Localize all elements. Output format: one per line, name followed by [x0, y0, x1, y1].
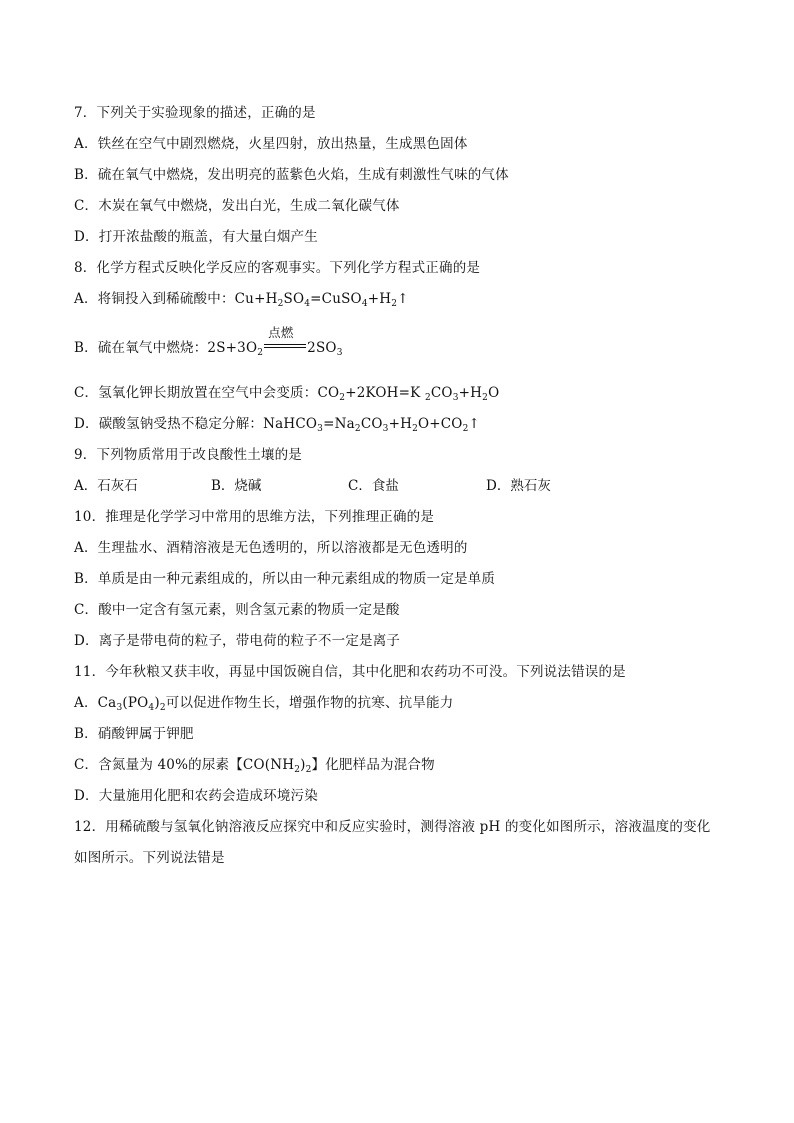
q8-option-c-equation: $CO_2+2KOH=K$ $_2CO_3+H_2O$ [317, 385, 500, 403]
q11-option-b: B．硝酸钾属于钾肥 [74, 726, 194, 742]
q8-option-d-text: D．碳酸氢钠受热不稳定分解： [74, 416, 264, 432]
q8-stem: 8．化学方程式反映化学反应的客观事实。下列化学方程式正确的是 [74, 260, 481, 276]
q8-option-d-equation: $NaHCO_3=Na_2CO_3+H_2O+CO_2↑$ [263, 416, 481, 434]
q8-option-a [74, 290, 409, 308]
q9-stem: 9．下列物质常用于改良酸性土壤的是 [74, 447, 302, 463]
q10-option-a: A．生理盐水、酒精溶液是无色透明的，所以溶液都是无色透明的 [74, 540, 468, 556]
q10-option-c: C．酸中一定含有氢元素，则含氢元素的物质一定是酸 [74, 602, 400, 618]
q8-option-b [74, 325, 343, 358]
q11-option-a-text: 可以促进作物生长，增强作物的抗寒、抗旱能力 [165, 695, 454, 711]
q7-option-b: B．硫在氧气中燃烧，发出明亮的蓝紫色火焰，生成有刺激性气味的气体 [74, 167, 509, 183]
q11-option-a [74, 694, 453, 712]
q10-stem: 10．推理是化学学习中常用的思维方法，下列推理正确的是 [74, 509, 435, 525]
q12-stem-line1: 12．用稀硫酸与氢氧化钠溶液反应探究中和反应实验时，测得溶液 pH 的变化如图所示，溶液温度的变化 [74, 819, 711, 835]
q8-option-a-equation: $Cu+H_2SO_4=CuSO_4+H_2↑$ [234, 291, 409, 309]
q8-option-b-text: B．硫在氧气中燃烧： [74, 340, 208, 356]
q8-option-c-text: C．氢氧化钾长期放置在空气中会变质： [74, 385, 318, 401]
q11-option-d: D．大量施用化肥和农药会造成环境污染 [74, 788, 318, 804]
q12-stem-line2: 如图所示。下列说法错是 [74, 850, 225, 866]
q8-option-c [74, 384, 499, 402]
q7-option-c: C．木炭在氧气中燃烧，发出白光，生成二氧化碳气体 [74, 198, 400, 214]
q11-option-c: C．含氮量为 40%的尿素【$CO(NH_2)_2$】化肥样品为混合物 [74, 757, 435, 775]
q7-option-a: A．铁丝在空气中剧烈燃烧，火星四射，放出热量，生成黑色固体 [74, 136, 468, 152]
reaction-condition-label: 点燃 [268, 325, 294, 340]
q10-option-b: B．单质是由一种元素组成的，所以由一种元素组成的物质一定是单质 [74, 571, 496, 587]
q9-option-a: A．石灰石 [74, 478, 138, 494]
q9-option-d: D．熟石灰 [486, 478, 551, 494]
reaction-condition [264, 325, 306, 357]
q7-stem: 7．下列关于实验现象的描述，正确的是 [74, 105, 316, 121]
q9-options [74, 477, 714, 495]
q9-option-b: B．烧碱 [211, 478, 262, 494]
q10-option-d: D．离子是带电荷的粒子，带电荷的粒子不一定是离子 [74, 633, 401, 649]
q8-option-b-equation: $2S+3O_2$ 点燃 $2SO_3$ [207, 325, 343, 358]
q9-option-c: C．食盐 [348, 478, 399, 494]
q8-option-a-text: A．将铜投入到稀硫酸中： [74, 291, 235, 307]
q8-option-d [74, 415, 480, 433]
q11-stem: 11．今年秋粮又获丰收，再显中国饭碗自信，其中化肥和农药功不可没。下列说法错误的是 [74, 664, 626, 680]
q11-option-a-formula: A．$Ca_3(PO_4)_2$ [74, 695, 166, 713]
q7-option-d: D．打开浓盐酸的瓶盖，有大量白烟产生 [74, 229, 318, 245]
